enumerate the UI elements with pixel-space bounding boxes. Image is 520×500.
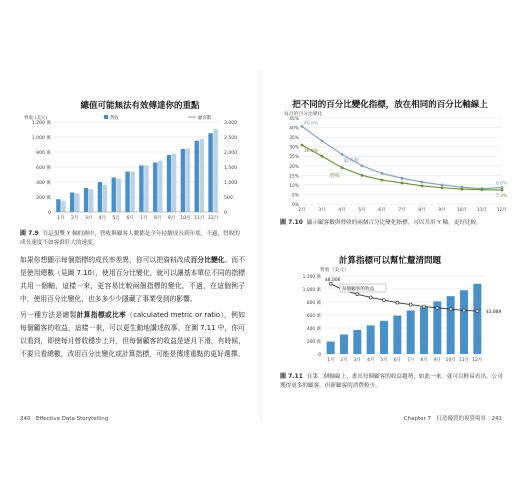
- bar-customers: [172, 154, 176, 212]
- paragraph-2: 另一種方法是繪製計算指標或比率（calculated metric or ratio），例如每個顧客的收益，這樣一來，可以更生動地講述故事。在圖 7.11 中，你可以看到，即使每月營收穩步上升，但每個顧客的收益是逐月下滑，有時候，不要只看總數，改用百分比變化或計算指標，可能是傳達重點的更好選擇。: [20, 311, 245, 358]
- bar-customers: [200, 139, 204, 212]
- footer-left: 240 Effective Data Storytelling: [20, 416, 109, 422]
- right-tick-label: 2,500: [224, 136, 238, 141]
- x-tick-label: 3月: [318, 208, 326, 213]
- caption-text: 顯示顧客數與營收的兩個百分比變化指標，可以共用 Y 軸，更好比較。: [306, 220, 482, 226]
- bar-customers: [158, 161, 162, 212]
- caption-label: 圖 7.10: [280, 219, 303, 226]
- y-tick-label: 400 萬: [306, 327, 321, 332]
- y-tick-label: 20%: [289, 164, 299, 170]
- bar-revenue: [380, 321, 388, 354]
- x-tick-label: 2月: [70, 216, 79, 221]
- right-tick-label: 1,500: [224, 166, 238, 171]
- bar-revenue: [460, 290, 468, 354]
- annotation-end-customers: 8.6%: [496, 181, 508, 187]
- series-label-customers: 顧客數: [344, 157, 360, 164]
- y-tick-label: 0: [318, 353, 321, 358]
- bar-revenue: [353, 330, 361, 354]
- series-point: [341, 153, 344, 156]
- x-tick-label: 11月: [477, 208, 487, 213]
- x-tick-label: 7月: [407, 358, 415, 363]
- body-text: [20, 254, 245, 364]
- y-axis-label: 每月的百分比變化: [284, 112, 323, 117]
- annotation-start-customers: 40.6%: [304, 121, 318, 127]
- right-tick-label: 1,000: [224, 181, 238, 186]
- x-tick-label: 7月: [398, 208, 406, 213]
- bar-revenue: [70, 193, 74, 213]
- annotation-end-revenue: 7.3%: [496, 194, 508, 200]
- legend-entry-revenue: 營收: [110, 116, 119, 121]
- bar-customers: [186, 148, 190, 212]
- y-axis-label: 營收（美元）: [320, 268, 349, 273]
- series-point: [441, 186, 444, 189]
- series-point: [501, 186, 504, 189]
- y-tick-label: 10%: [289, 183, 299, 189]
- bar-revenue: [167, 155, 171, 212]
- left-tick-label: 1,200 萬: [31, 121, 51, 126]
- bar-revenue: [407, 310, 415, 354]
- y-tick-label: 5%: [292, 193, 299, 199]
- y-tick-label: 0%: [292, 203, 299, 208]
- right-tick-label: 3,000: [224, 121, 238, 126]
- bar-revenue: [447, 296, 455, 354]
- bar-revenue: [153, 163, 157, 213]
- x-tick-label: 2月: [298, 208, 306, 213]
- y-tick-label: 1,200 萬: [302, 275, 321, 280]
- chart-7-10: [280, 108, 510, 220]
- x-tick-label: 12月: [207, 216, 219, 221]
- y-tick-label: 30%: [289, 145, 299, 151]
- right-tick-label: 0: [224, 211, 227, 216]
- x-tick-label: 12月: [472, 358, 483, 363]
- bar-revenue: [139, 166, 143, 213]
- bar-customers: [213, 129, 217, 212]
- annotation-start-revenue: 30.8%: [304, 149, 318, 155]
- x-tick-label: 3月: [84, 216, 93, 221]
- y-tick-label: 35%: [289, 136, 299, 142]
- series-point: [381, 172, 384, 175]
- series-point: [383, 299, 386, 302]
- x-tick-label: 9月: [433, 358, 441, 363]
- left-axis-label: 營收 (美元): [24, 116, 48, 121]
- footer-right: Chapter 7 打造優質的視覺場景 241: [403, 416, 502, 422]
- annotation-end: $3,889: [486, 310, 502, 316]
- y-tick-label: 25%: [289, 155, 299, 161]
- chart-title-7-11: 計算指標可以幫忙釐清問題: [338, 256, 441, 266]
- right-page: [262, 0, 520, 500]
- series-point: [476, 310, 479, 313]
- x-tick-label: 2月: [340, 358, 348, 363]
- series-point: [401, 182, 404, 185]
- right-tick-label: 2,000: [224, 151, 238, 156]
- y-tick-label: 200 萬: [306, 340, 321, 345]
- x-tick-label: 8月: [153, 216, 162, 221]
- series-point: [409, 303, 412, 306]
- y-tick-label: 800 萬: [306, 301, 321, 306]
- bar-revenue: [340, 335, 348, 355]
- bar-revenue: [208, 133, 212, 212]
- paragraph-1: 如果你想顯示每個指標的成長率差異，你可以把資料改成百分比變化。而不是使用總數（見圖 7.10），使用百分比變化，就可以讓基本單位不同的指標共用一個軸，這樣一來，更容易比較兩個指標的變化。不過，在這個例子中，使用百分比變化，也多多少少隱藏了事業受到的影響。: [20, 256, 246, 303]
- bar-customers: [75, 193, 79, 212]
- right-tick-label: 500: [224, 196, 233, 201]
- bar-revenue: [420, 307, 428, 354]
- bar-revenue: [473, 284, 481, 354]
- x-tick-label: 4月: [98, 216, 107, 221]
- bar-customers: [130, 172, 134, 213]
- bar-revenue: [98, 182, 102, 212]
- series-point: [436, 306, 439, 309]
- series-point: [481, 188, 484, 191]
- left-tick-label: 1,000 萬: [31, 136, 51, 141]
- y-tick-label: 1,000 萬: [302, 288, 321, 293]
- x-tick-label: 4月: [367, 358, 375, 363]
- caption-7-9: [20, 229, 245, 248]
- chart-7-11: [280, 264, 510, 364]
- bar-revenue: [327, 342, 335, 354]
- caption-label: 圖 7.9: [20, 230, 39, 237]
- caption-label: 圖 7.11: [280, 373, 303, 380]
- series-point: [381, 179, 384, 182]
- bar-revenue: [393, 316, 401, 354]
- series-point: [461, 188, 464, 191]
- y-tick-label: 45%: [289, 117, 299, 122]
- series-point: [401, 177, 404, 180]
- series-point: [341, 166, 344, 169]
- bar-revenue: [195, 141, 199, 212]
- series-point: [301, 125, 304, 128]
- x-tick-label: 1月: [57, 216, 65, 221]
- left-tick-label: 400 萬: [36, 181, 51, 186]
- chart-title-7-10: 把不同的百分比變化指標，放在相同的百分比軸線上: [292, 100, 488, 110]
- series-label-revenue: 營收: [330, 173, 341, 180]
- x-tick-label: 10月: [445, 358, 456, 363]
- x-tick-label: 5月: [358, 208, 366, 213]
- x-tick-label: 12月: [497, 208, 507, 213]
- x-tick-label: 4月: [338, 208, 346, 213]
- series-point: [423, 305, 426, 308]
- left-tick-label: 600 萬: [36, 166, 51, 171]
- series-point: [421, 184, 424, 187]
- series-point: [396, 301, 399, 304]
- x-tick-label: 8月: [418, 208, 426, 213]
- bar-customers: [89, 189, 93, 212]
- series-point: [421, 181, 424, 184]
- series-point: [321, 155, 324, 158]
- legend-swatch-revenue: [104, 115, 108, 119]
- x-tick-label: 5月: [112, 216, 121, 221]
- x-tick-label: 5月: [380, 358, 388, 363]
- x-tick-label: 9月: [438, 208, 446, 213]
- x-tick-label: 6月: [378, 208, 386, 213]
- left-tick-label: 200 萬: [36, 196, 51, 201]
- bar-revenue: [84, 188, 88, 212]
- caption-7-11: [280, 372, 508, 391]
- bar-customers: [103, 185, 107, 212]
- x-tick-label: 10月: [457, 208, 467, 213]
- x-tick-label: 6月: [126, 216, 134, 221]
- bar-revenue: [125, 172, 129, 213]
- series-point: [441, 183, 444, 186]
- line-label: 每個顧客的收益: [342, 287, 375, 292]
- chart-title-7-9: 總值可能無法有效傳達你的重點: [80, 101, 200, 111]
- caption-7-10: [280, 218, 508, 228]
- bar-customers: [61, 201, 65, 212]
- caption-text: 在這張雙 Y 軸的圖中，營收與顧客人數都是全年持續成長到年底，不過，營收的成長速度不如客群壯大的速度。: [20, 231, 240, 246]
- series-point: [361, 164, 364, 167]
- series-point: [361, 174, 364, 177]
- bar-customers: [117, 179, 121, 212]
- x-tick-label: 6月: [393, 358, 401, 363]
- series-point: [449, 308, 452, 311]
- x-tick-label: 8月: [420, 358, 428, 363]
- left-tick-label: 800 萬: [36, 151, 51, 156]
- left-tick-label: 0: [48, 211, 51, 216]
- x-tick-label: 7月: [140, 216, 148, 221]
- bar-customers: [144, 165, 148, 212]
- series-point: [463, 309, 466, 312]
- x-tick-label: 9月: [167, 216, 176, 221]
- y-tick-label: 40%: [289, 126, 299, 132]
- bar-revenue: [181, 149, 185, 212]
- series-point: [501, 189, 504, 192]
- legend-entry-customers: 顧客數: [198, 116, 212, 121]
- x-tick-label: 11月: [194, 216, 205, 221]
- chart-7-9: [20, 112, 250, 232]
- y-tick-label: 600 萬: [306, 314, 321, 319]
- series-point: [369, 296, 372, 299]
- bar-revenue: [112, 178, 116, 213]
- x-tick-label: 10月: [180, 216, 191, 221]
- x-tick-label: 3月: [353, 358, 361, 363]
- annotation-start: $8,006: [325, 277, 341, 283]
- series-point: [321, 140, 324, 143]
- series-point: [301, 144, 304, 147]
- bar-revenue: [56, 199, 60, 212]
- series-point: [356, 293, 359, 296]
- caption-text: 在第二個軸線上，畫出每個顧客的收益趨勢，如此一來，就可以輕易看出，公司獲得更多的顧客，但新顧客的消費較少。: [280, 374, 503, 389]
- bar-revenue: [367, 325, 375, 354]
- y-tick-label: 15%: [289, 174, 299, 180]
- x-tick-label: 1月: [327, 358, 335, 363]
- x-tick-label: 11月: [459, 358, 469, 363]
